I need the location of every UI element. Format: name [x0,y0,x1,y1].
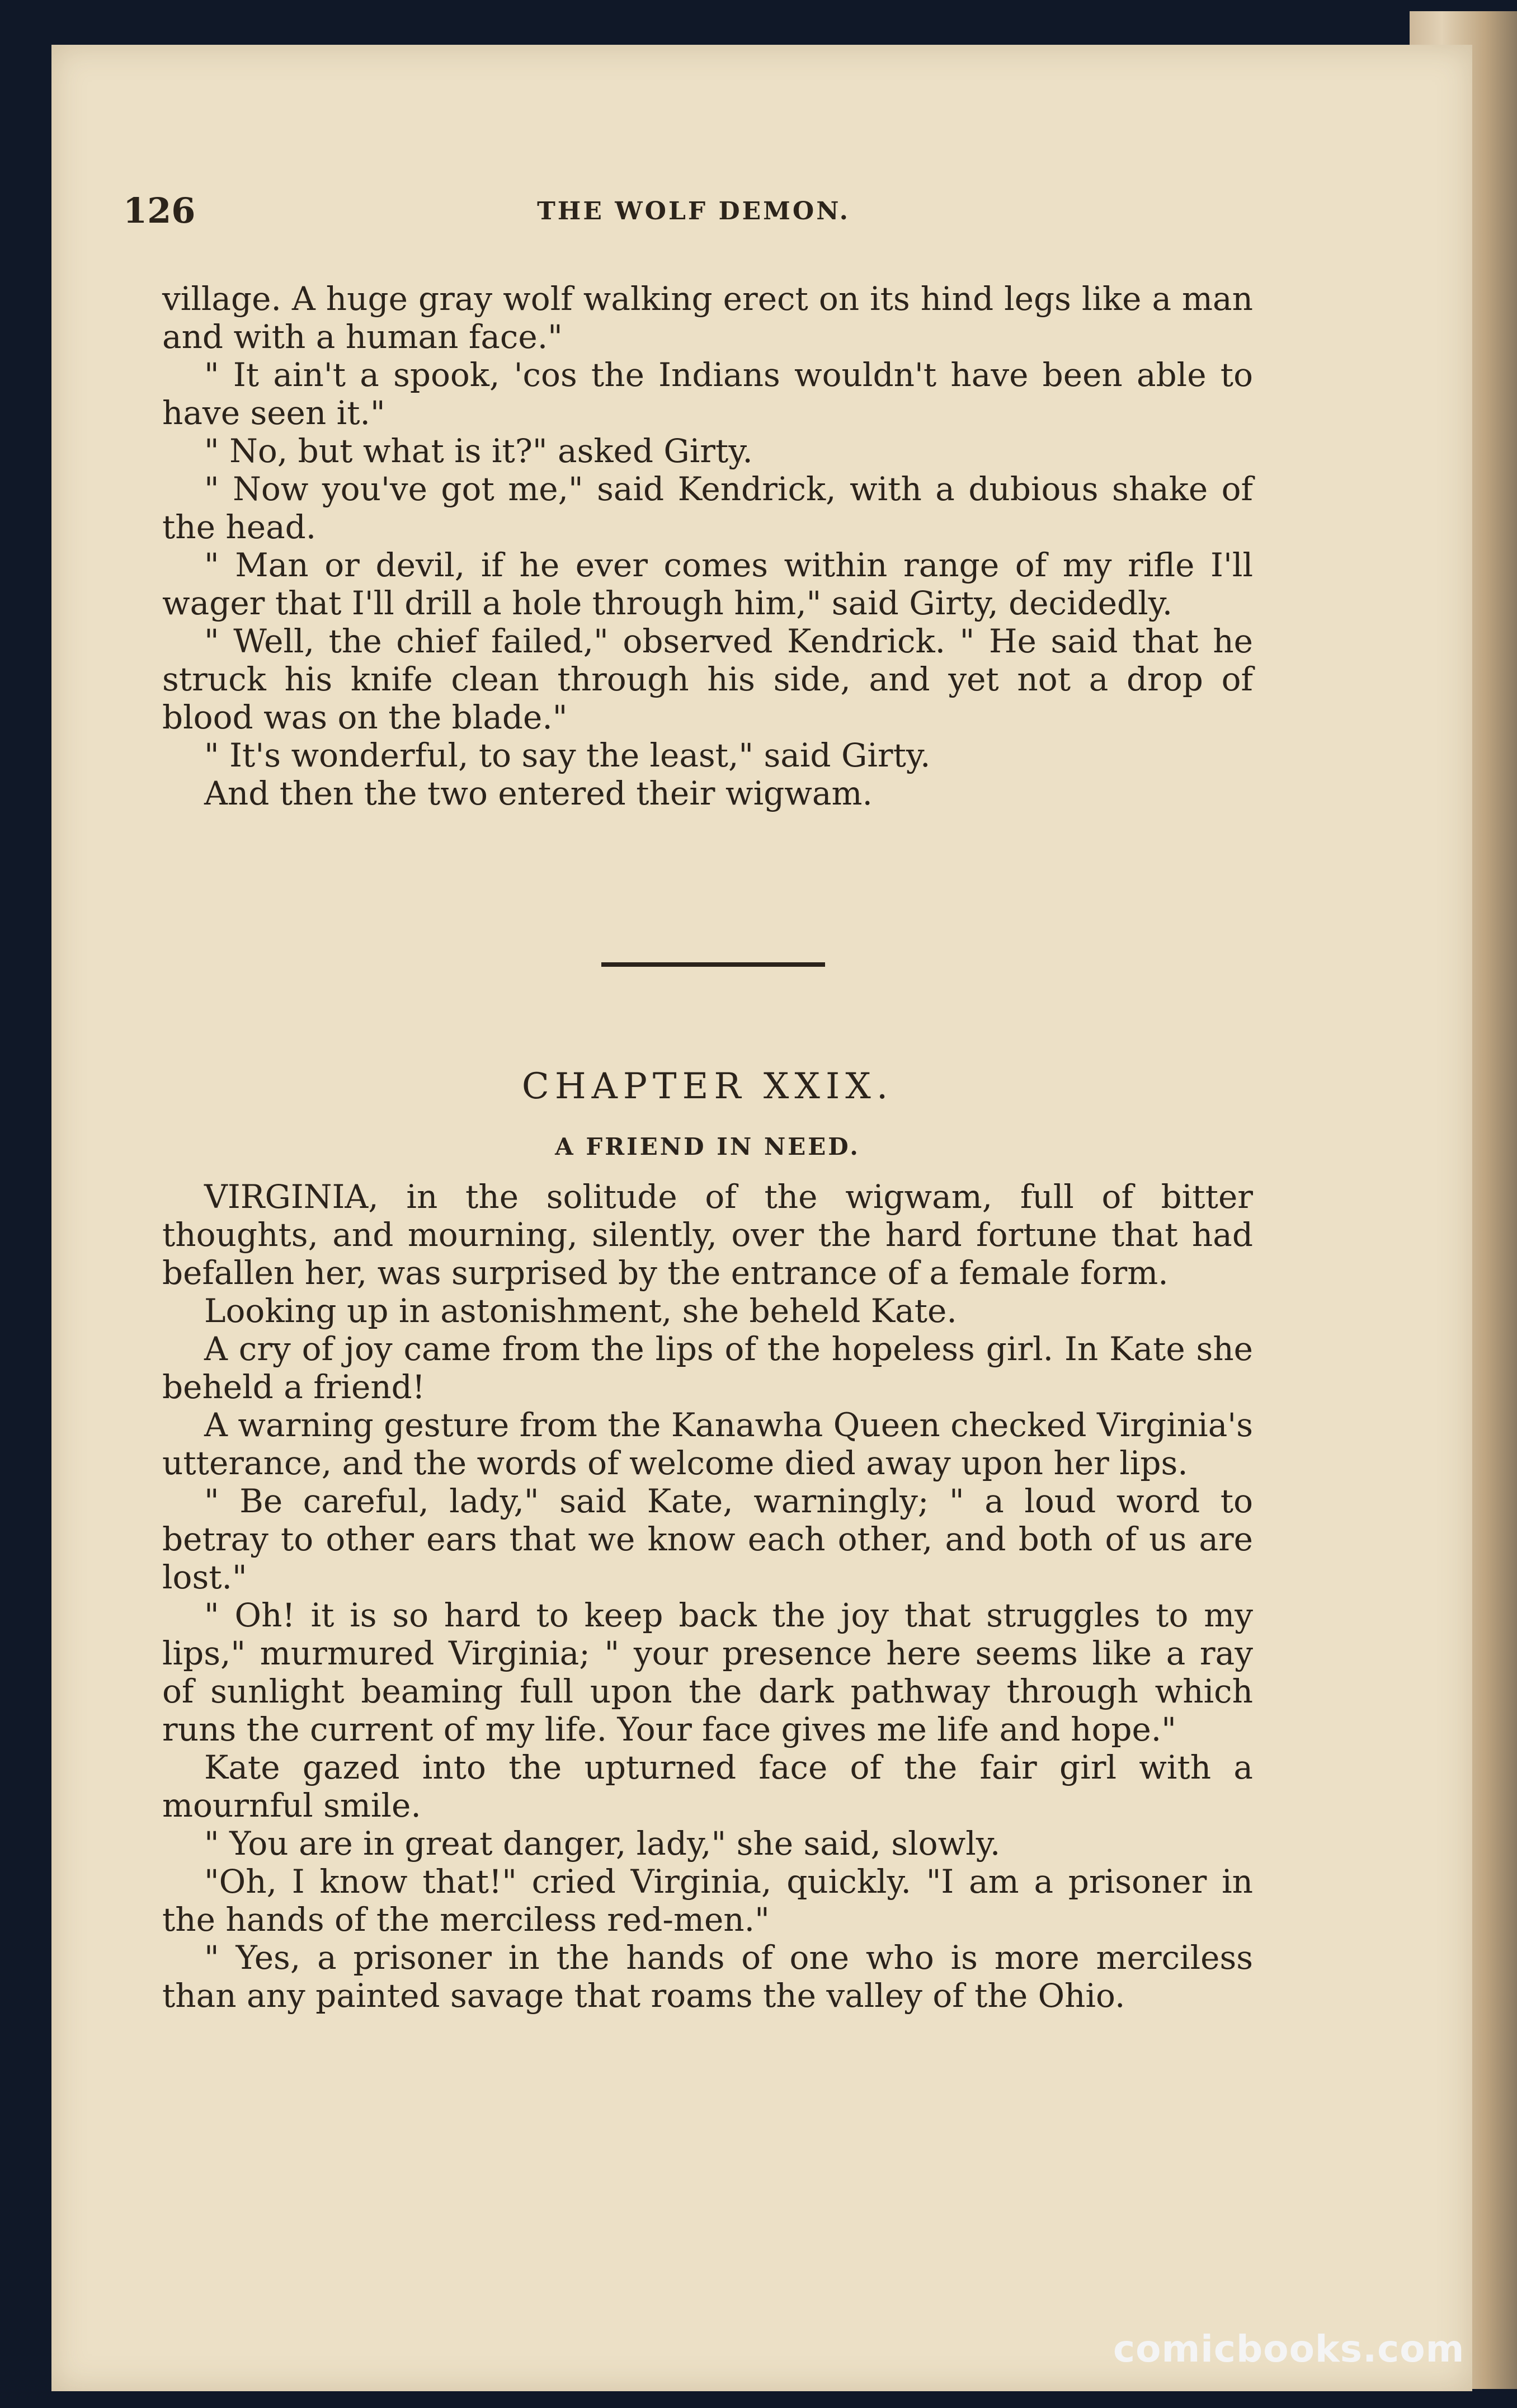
paragraph: " It ain't a spook, 'cos the Indians wouldn't have been able to have seen it." [162,356,1253,432]
page-number: 126 [123,190,196,231]
paragraph: " Be careful, lady," said Kate, warningly; " a loud word to betray to other ears that we know each other, and both of us are lost." [162,1482,1253,1596]
paragraph: "Oh, I know that!" cried Virginia, quickly. "I am a prisoner in the hands of the merciless red-men." [162,1863,1253,1939]
paragraph: " It's wonderful, to say the least," said Girty. [204,736,931,774]
paragraph: Looking up in astonishment, she beheld Kate. [204,1292,957,1330]
paragraph: A cry of joy came from the lips of the hopeless girl. In Kate she beheld a friend! [162,1330,1253,1406]
page-header [123,151,1264,246]
paragraph: A warning gesture from the Kanawha Queen checked Virginia's utterance, and the words of welcome died away upon her lips. [162,1406,1253,1482]
paragraph: " Now you've got me," said Kendrick, with a dubious shake of the head. [162,470,1253,546]
paragraph: " You are in great danger, lady," she said, slowly. [204,1824,1001,1863]
paragraph: " No, but what is it?" asked Girty. [204,432,753,470]
running-title: THE WOLF DEMON. [537,197,850,225]
paragraph: VIRGINIA, in the solitude of the wigwam, full of bitter thoughts, and mourning, silently, over the hard fortune that had befallen her, was surprised by the entrance of a female form. [162,1178,1253,1292]
paragraph: " Man or devil, if he ever comes within range of my rifle I'll wager that I'll drill a hole through him," said Girty, decidedly. [162,546,1253,622]
chapter-subtitle: A FRIEND IN NEED. [555,1133,860,1160]
paragraph: " Well, the chief failed," observed Kendrick. " He said that he struck his knife clean through his side, and yet not a drop of blood was on the blade." [162,622,1253,736]
paragraph: " Oh! it is so hard to keep back the joy that struggles to my lips," murmured Virginia; " your presence here seems like a ray of sunlight beaming full upon the dark pathway through which runs the current of my life. Your face gives me life and hope." [162,1596,1253,1748]
paragraph: And then the two entered their wigwam. [204,774,873,812]
body-text-section-2 [162,1178,1253,2015]
section-divider [601,962,825,967]
chapter-title: CHAPTER XXIX. [521,1066,894,1107]
paragraph: Kate gazed into the upturned face of the fair girl with a mournful smile. [162,1748,1253,1824]
paragraph: village. A huge gray wolf walking erect on its hind legs like a man and with a human face." [162,280,1253,356]
paragraph: " Yes, a prisoner in the hands of one who is more merciless than any painted savage that roams the valley of the Ohio. [162,1939,1253,2015]
body-text-section-1 [162,280,1253,812]
watermark: comicbooks.com [1113,2327,1465,2371]
